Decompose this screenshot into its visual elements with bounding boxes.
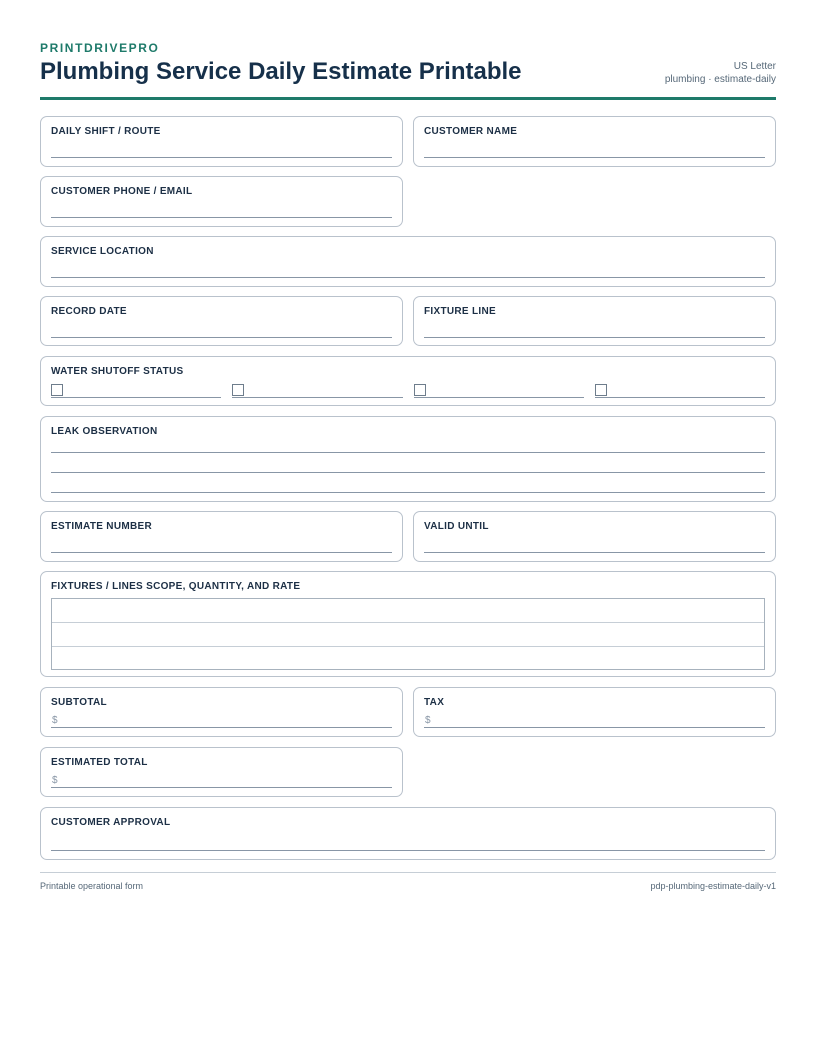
tax-field	[413, 687, 776, 737]
leak-observation-field	[40, 416, 776, 502]
tax-input-line[interactable]	[424, 727, 765, 728]
customer-contact-input-line[interactable]	[51, 217, 392, 218]
checkbox[interactable]	[595, 384, 607, 396]
customer-approval-field	[40, 807, 776, 860]
paper-size: US Letter	[733, 61, 776, 72]
checkbox[interactable]	[232, 384, 244, 396]
leak-observation-line-2[interactable]	[51, 472, 765, 473]
valid-until-input-line[interactable]	[424, 552, 765, 553]
shutoff-option-1[interactable]	[51, 384, 221, 398]
customer-approval-signature-line[interactable]	[51, 850, 765, 851]
valid-until-field	[413, 511, 776, 562]
water-shutoff-field	[40, 356, 776, 406]
shutoff-option-line	[414, 397, 584, 398]
header-rule	[40, 97, 776, 100]
leak-observation-label: LEAK OBSERVATION	[51, 426, 158, 437]
service-location-field	[40, 236, 776, 287]
checkbox[interactable]	[414, 384, 426, 396]
scope-table-field	[40, 571, 776, 677]
shutoff-option-line	[232, 397, 403, 398]
table-row-divider	[52, 622, 764, 623]
daily-shift-label: DAILY SHIFT / ROUTE	[51, 126, 161, 137]
tax-label: TAX	[424, 697, 445, 708]
currency-symbol: $	[52, 715, 58, 726]
scope-table[interactable]	[51, 598, 765, 670]
leak-observation-line-1[interactable]	[51, 452, 765, 453]
service-location-input-line[interactable]	[51, 277, 765, 278]
service-location-label: SERVICE LOCATION	[51, 246, 154, 257]
form-tags: plumbing · estimate-daily	[664, 74, 776, 85]
shutoff-option-line	[51, 397, 221, 398]
estimate-number-field	[40, 511, 403, 562]
footer-rule	[40, 872, 776, 873]
estimated-total-label: ESTIMATED TOTAL	[51, 757, 148, 768]
subtotal-label: SUBTOTAL	[51, 697, 107, 708]
shutoff-option-2[interactable]	[232, 384, 403, 398]
fixture-line-label: FIXTURE LINE	[424, 306, 496, 317]
subtotal-input-line[interactable]	[51, 727, 392, 728]
record-date-label: RECORD DATE	[51, 306, 127, 317]
customer-contact-label: CUSTOMER PHONE / EMAIL	[51, 186, 193, 197]
subtotal-field	[40, 687, 403, 737]
customer-approval-label: CUSTOMER APPROVAL	[51, 817, 171, 828]
daily-shift-field	[40, 116, 403, 167]
record-date-field	[40, 296, 403, 346]
customer-name-field	[413, 116, 776, 167]
checkbox[interactable]	[51, 384, 63, 396]
shutoff-option-4[interactable]	[595, 384, 765, 398]
customer-contact-field	[40, 176, 403, 227]
fixture-line-field	[413, 296, 776, 346]
record-date-input-line[interactable]	[51, 337, 392, 338]
currency-symbol: $	[425, 715, 431, 726]
customer-name-label: CUSTOMER NAME	[424, 126, 518, 137]
shutoff-option-line	[595, 397, 765, 398]
currency-symbol: $	[52, 775, 58, 786]
estimated-total-input-line[interactable]	[51, 787, 392, 788]
scope-table-label: FIXTURES / LINES SCOPE, QUANTITY, AND RATE	[51, 581, 301, 592]
table-row-divider	[52, 646, 764, 647]
leak-observation-line-3[interactable]	[51, 492, 765, 493]
daily-shift-input-line[interactable]	[51, 157, 392, 158]
valid-until-label: VALID UNTIL	[424, 521, 489, 532]
footer-description: Printable operational form	[40, 881, 144, 891]
estimate-number-label: ESTIMATE NUMBER	[51, 521, 152, 532]
estimated-total-field	[40, 747, 403, 797]
brand-name: PRINTDRIVEPRO	[40, 41, 160, 55]
water-shutoff-label: WATER SHUTOFF STATUS	[51, 366, 184, 377]
form-id: pdp-plumbing-estimate-daily-v1	[650, 881, 776, 891]
shutoff-option-3[interactable]	[414, 384, 584, 398]
form-meta	[665, 60, 776, 86]
customer-name-input-line[interactable]	[424, 157, 765, 158]
page-title: Plumbing Service Daily Estimate Printable	[40, 58, 522, 85]
estimate-number-input-line[interactable]	[51, 552, 392, 553]
fixture-line-input-line[interactable]	[424, 337, 765, 338]
